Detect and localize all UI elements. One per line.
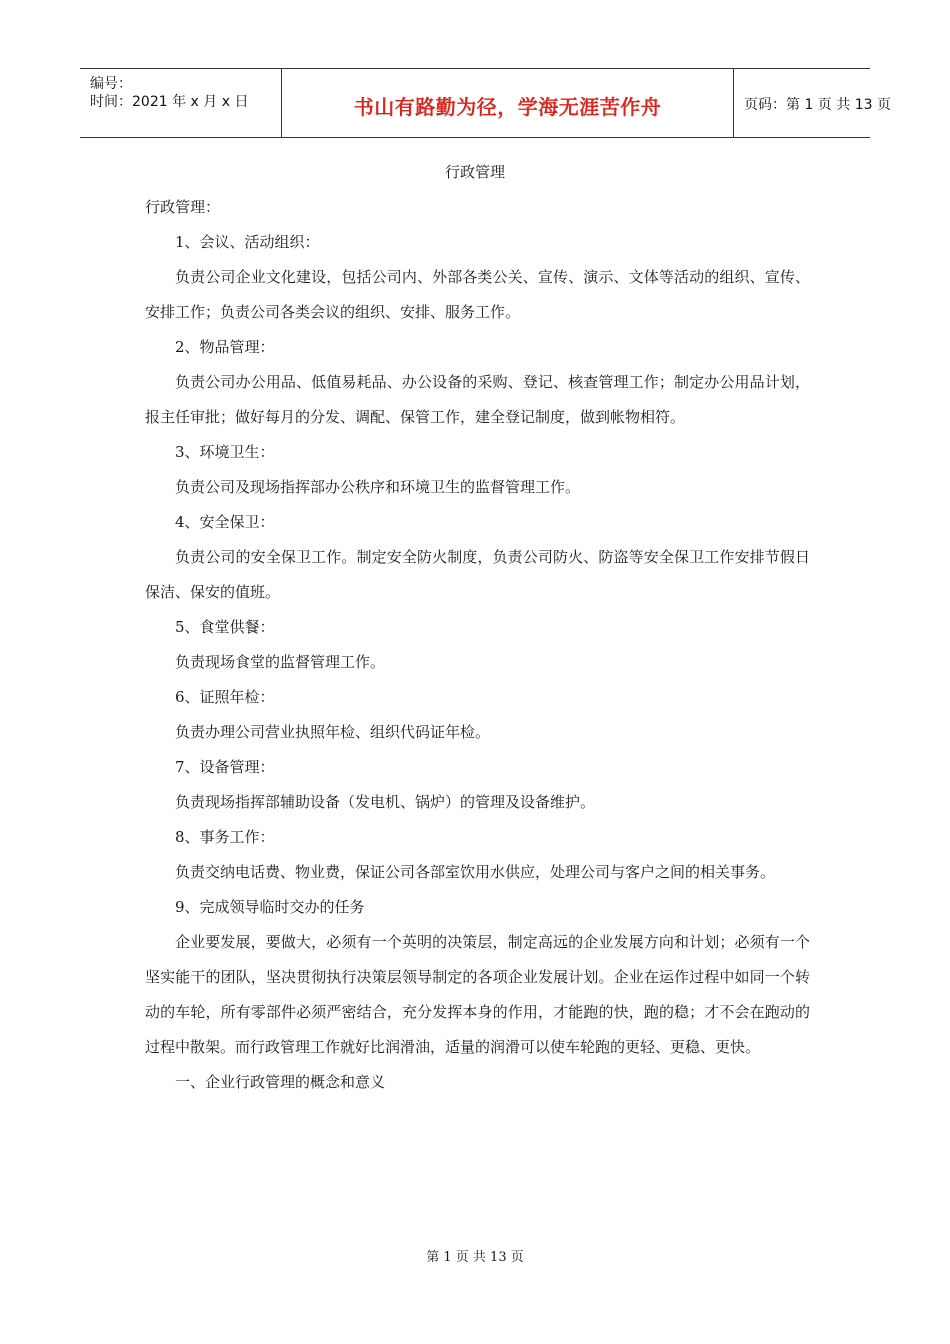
- header-page-cell: [734, 69, 891, 137]
- header-motto-cell: [281, 69, 734, 137]
- document-body: [145, 190, 810, 1100]
- header-meta-cell: [80, 69, 281, 137]
- body-paragraph: 企业要发展，要做大，必须有一个英明的决策层，制定高远的企业发展方向和计划；必须有一个坚实能干的团队，坚决贯彻执行决策层领导制定的各项企业发展计划。企业在运作过程中如同一个转动的车轮，所有零部件必须严密结合，充分发挥本身的作用，才能跑的快，跑的稳；才不会在跑动的过程中散架。而行政管理工作就好比润滑油，适量的润滑可以使车轮跑的更轻、更稳、更快。: [145, 933, 810, 1056]
- body-paragraph: 2、物品管理：: [175, 338, 275, 356]
- document-number-label: 编号：: [90, 76, 132, 92]
- body-paragraph: 3、环境卫生：: [175, 443, 275, 461]
- body-paragraph: 行政管理：: [145, 198, 221, 216]
- body-paragraph: 负责公司的安全保卫工作。制定安全防火制度，负责公司防火、防盗等安全保卫工作安排节假日保洁、保安的值班。: [145, 548, 810, 601]
- body-paragraph: 8、事务工作：: [175, 828, 275, 846]
- body-paragraph: 负责交纳电话费、物业费，保证公司各部室饮用水供应，处理公司与客户之间的相关事务。: [175, 863, 776, 881]
- body-paragraph: 1、会议、活动组织：: [175, 233, 320, 251]
- body-paragraph: 5、食堂供餐：: [175, 618, 275, 636]
- body-paragraph: 6、证照年检：: [175, 688, 275, 706]
- body-paragraph: 负责公司企业文化建设，包括公司内、外部各类公关、宣传、演示、文体等活动的组织、宣传、安排工作；负责公司各类会议的组织、安排、服务工作。: [145, 268, 810, 321]
- body-paragraph: 负责公司办公用品、低值易耗品、办公设备的采购、登记、核查管理工作；制定办公用品计划，报主任审批；做好每月的分发、调配、保管工作，建全登记制度，做到帐物相符。: [145, 373, 810, 426]
- body-paragraph: 负责现场指挥部辅助设备（发电机、锅炉）的管理及设备维护。: [175, 793, 596, 811]
- header-motto: 书山有路勤为径，学海无涯苦作舟: [353, 95, 662, 119]
- header-page-number: 页码：第 1 页 共 13 页: [744, 97, 891, 113]
- page-footer: 第 1 页 共 13 页: [426, 1250, 524, 1265]
- document-date-label: 时间：2021 年 x 月 x 日: [90, 94, 249, 110]
- body-paragraph: 4、安全保卫：: [175, 513, 275, 531]
- body-paragraph: 一、企业行政管理的概念和意义: [175, 1073, 386, 1091]
- body-paragraph: 9、完成领导临时交办的任务: [175, 898, 365, 916]
- document-title: 行政管理: [444, 163, 505, 181]
- body-paragraph: 负责公司及现场指挥部办公秩序和环境卫生的监督管理工作。: [175, 478, 581, 496]
- document-header: [80, 68, 891, 138]
- body-paragraph: 7、设备管理：: [175, 758, 275, 776]
- body-paragraph: 负责现场食堂的监督管理工作。: [175, 653, 386, 671]
- body-paragraph: 负责办理公司营业执照年检、组织代码证年检。: [175, 723, 491, 741]
